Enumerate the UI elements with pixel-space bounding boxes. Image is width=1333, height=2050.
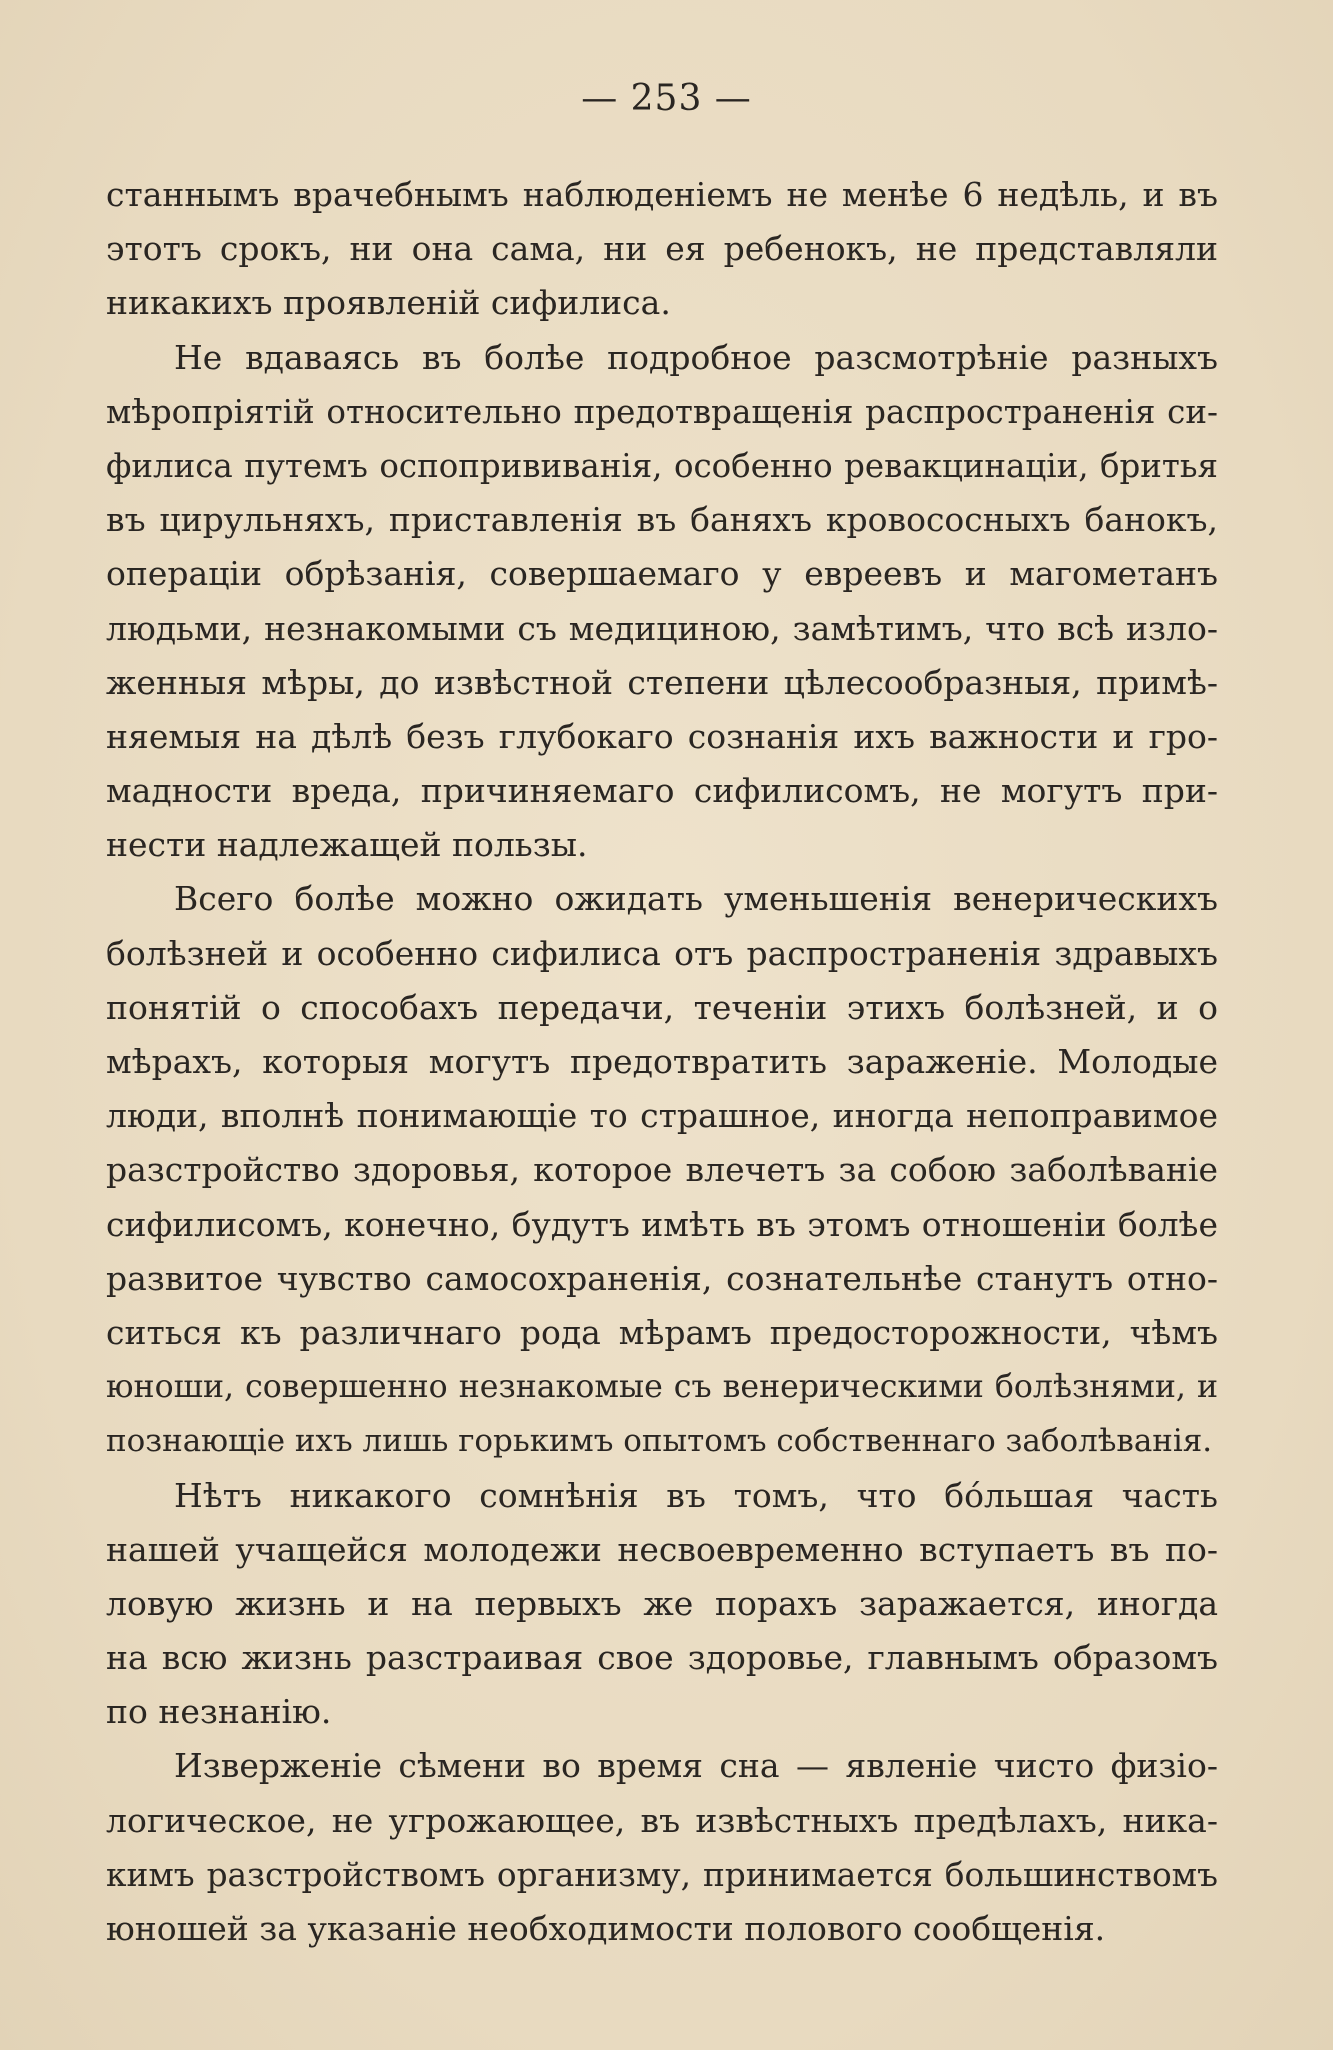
text-line: юношей за указаніе необходимости полового сообщенія. [106,1909,1106,1948]
text-line: на всю жизнь разстраивая свое здоровье, главнымъ образомъ [106,1638,1218,1678]
text-line: станнымъ врачебнымъ наблюденіемъ не менѣе 6 недѣль, и въ [106,175,1218,214]
body-text [106,168,1218,1956]
text-line: въ цирульняхъ, приставленія въ баняхъ кровососныхъ банокъ, [106,500,1218,540]
text-line: ловую жизнь и на первыхъ же порахъ заражается, иногда [106,1583,1218,1623]
text-line: юноши, совершенно незнакомые съ венерическими болѣзнями, и [106,1369,1218,1406]
text-line: развитое чувство самосохраненія, сознательнѣе станутъ отно- [106,1258,1218,1298]
text-line: мадности вреда, причиняемаго сифилисомъ, не могутъ при- [106,771,1218,811]
paragraph [106,1739,1218,1956]
text-line: кимъ разстройствомъ организму, принимается большинствомъ [106,1855,1218,1894]
text-line: никакихъ проявленій сифилиса. [106,283,671,323]
text-line: Не вдаваясь въ болѣе подробное разсмотрѣніе разныхъ [174,337,1218,377]
text-line: логическое, не угрожающее, въ извѣстныхъ предѣлахъ, ника- [106,1800,1218,1840]
text-line: этотъ срокъ, ни она сама, ни ея ребенокъ, не представляли [106,229,1218,269]
text-line: няемыя на дѣлѣ безъ глубокаго сознанія ихъ важности и гро- [106,716,1218,756]
text-line: нести надлежащей пользы. [106,825,588,865]
text-line: люди, вполнѣ понимающіе то страшное, иногда непоправимое [106,1096,1218,1136]
text-line: операціи обрѣзанія, совершаемаго у евреевъ и магометанъ [106,554,1218,594]
text-line: ситься къ различнаго рода мѣрамъ предосторожности, чѣмъ [106,1312,1218,1352]
paragraph [106,331,1218,873]
text-line: болѣзней и особенно сифилиса отъ распространенія здравыхъ [106,933,1218,973]
paragraph [106,1469,1218,1740]
page-number: — 253 — [581,78,752,119]
text-line: мѣропріятій относительно предотвращенія распространенія си- [106,392,1218,431]
text-line: нашей учащейся молодежи несвоевременно вступаетъ въ по- [106,1529,1218,1569]
text-line: сифилисомъ, конечно, будутъ имѣть въ этомъ отношеніи болѣе [106,1204,1218,1244]
text-line: Всего болѣе можно ожидать уменьшенія венерическихъ [174,879,1218,919]
text-line: познающіе ихъ лишь горькимъ опытомъ собственнаго заболѣванія. [106,1423,1213,1460]
text-line: по незнанію. [106,1692,332,1732]
text-line: людьми, незнакомыми съ медициною, замѣтимъ, что всѣ изло- [106,608,1218,648]
paragraph [106,168,1218,331]
text-line: понятій о способахъ передачи, теченіи этихъ болѣзней, и о [106,987,1218,1027]
paragraph [106,872,1218,1468]
text-line: филиса путемъ оспопрививанія, особенно ревакцинаціи, бритья [106,446,1218,485]
text-line: мѣрахъ, которыя могутъ предотвратить зараженіе. Молодые [106,1042,1218,1081]
text-line: разстройство здоровья, которое влечетъ за собою заболѣваніе [106,1150,1218,1190]
text-line: женныя мѣры, до извѣстной степени цѣлесообразныя, примѣ- [106,662,1218,702]
text-line: Нѣтъ никакого сомнѣнія въ томъ, что бо́льшая часть [174,1475,1218,1515]
text-line: Изверженіе сѣмени во время сна — явленіе чисто физіо- [174,1746,1218,1786]
